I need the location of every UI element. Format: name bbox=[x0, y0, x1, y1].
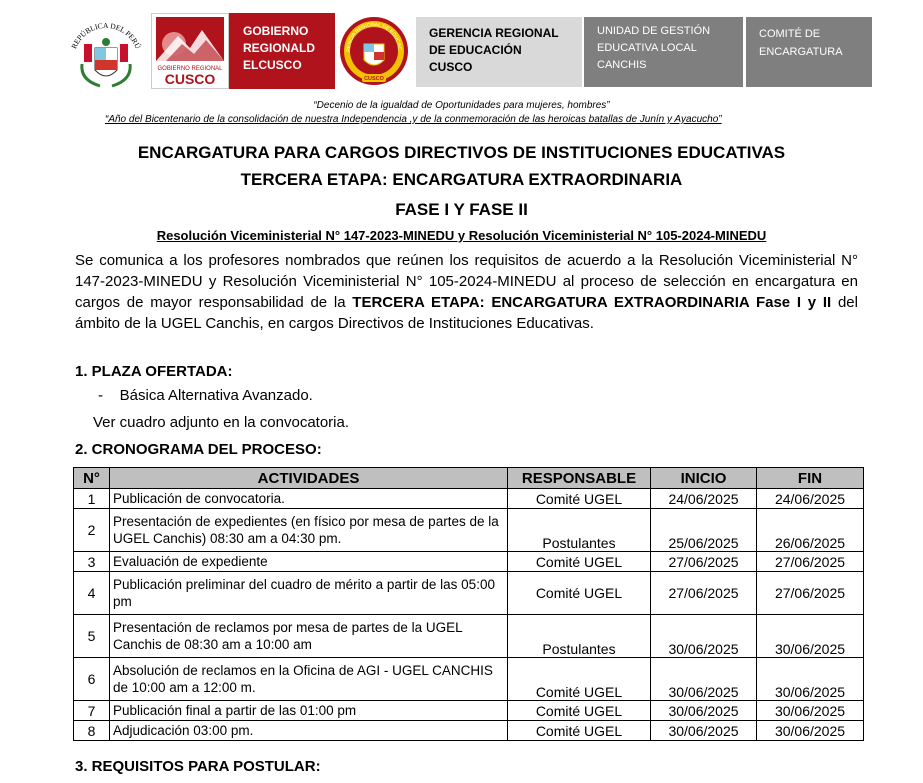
escudo-text: REPÚBLICA DEL PERÚ bbox=[69, 20, 143, 51]
row-num: 4 bbox=[74, 572, 110, 615]
row-responsable: Comité UGEL bbox=[508, 572, 651, 615]
row-responsable: Comité UGEL bbox=[508, 658, 651, 701]
anio-motto: “Año del Bicentenario de la consolidación de nuestra Independencia ,y de la conmemoración de las heroicas batallas de Junín y Ayacucho” bbox=[105, 114, 722, 125]
intro-paragraph bbox=[75, 250, 858, 334]
header-inicio: INICIO bbox=[651, 468, 757, 489]
row-fin: 27/06/2025 bbox=[757, 552, 864, 572]
plaza-note: Ver cuadro adjunto en la convocatoria. bbox=[93, 414, 350, 431]
decenio-motto: “Decenio de la igualdad de Oportunidades para mujeres, hombres” bbox=[313, 100, 610, 111]
comite-label bbox=[746, 17, 872, 87]
table-row bbox=[74, 721, 864, 741]
title-line-3: FASE I Y FASE II bbox=[395, 200, 528, 219]
ugel-label bbox=[584, 17, 743, 87]
row-responsable: Postulantes bbox=[508, 615, 651, 658]
gob-logo-text: GOBIERNO REGIONAL bbox=[157, 66, 223, 72]
row-actividad: Presentación de reclamos por mesa de partes de la UGEL Canchis de 08:30 am a 10:00 am bbox=[110, 615, 508, 658]
gobierno-regional-logo bbox=[151, 13, 229, 89]
comite-line-1: COMITÉ DE bbox=[759, 28, 821, 40]
row-inicio: 27/06/2025 bbox=[651, 572, 757, 615]
row-fin: 30/06/2025 bbox=[757, 701, 864, 721]
row-inicio: 30/06/2025 bbox=[651, 721, 757, 741]
row-actividad: Publicación preliminar del cuadro de mérito a partir de las 05:00 pm bbox=[110, 572, 508, 615]
intro-text-2: del ámbito de la UGEL Canchis, en cargos Directivos de Instituciones Educativas. bbox=[75, 294, 858, 332]
table-row bbox=[74, 615, 864, 658]
gre-seal-city: CUSCO bbox=[364, 76, 384, 82]
table-row bbox=[74, 552, 864, 572]
section-1-title: 1. PLAZA OFERTADA: bbox=[75, 363, 233, 380]
row-inicio: 24/06/2025 bbox=[651, 489, 757, 509]
gre-line-2: DE EDUCACIÓN bbox=[429, 43, 522, 57]
row-fin: 24/06/2025 bbox=[757, 489, 864, 509]
row-responsable: Comité UGEL bbox=[508, 489, 651, 509]
intro-text-1: Se comunica a los profesores nombrados que reúnen los requisitos de acuerdo a la Resolución Viceministerial N° 147-2023-MINEDU y Resolución Viceministerial N° 105-2024-MINEDU al proceso de selección en encargatura en cargos de mayor responsabilidad de la bbox=[75, 252, 858, 311]
header-actividades: ACTIVIDADES bbox=[110, 468, 508, 489]
ugel-line-1: UNIDAD DE GESTIÓN bbox=[597, 25, 711, 37]
row-inicio: 27/06/2025 bbox=[651, 552, 757, 572]
svg-text:REPÚBLICA DEL PERÚ bbox=[69, 21, 143, 51]
section-3-title: 3. REQUISITOS PARA POSTULAR: bbox=[75, 758, 321, 775]
gob-line-3: ELCUSCO bbox=[243, 58, 302, 72]
row-num: 6 bbox=[74, 658, 110, 701]
title-line-2: TERCERA ETAPA: ENCARGATURA EXTRAORDINARIA bbox=[240, 170, 683, 189]
table-row bbox=[74, 509, 864, 552]
row-fin: 26/06/2025 bbox=[757, 509, 864, 552]
table-row bbox=[74, 658, 864, 701]
row-inicio: 30/06/2025 bbox=[651, 658, 757, 701]
row-actividad: Absolución de reclamos en la Oficina de AGI - UGEL CANCHIS de 10:00 am a 12:00 m. bbox=[110, 658, 508, 701]
header-fin: FIN bbox=[757, 468, 864, 489]
table-row bbox=[74, 572, 864, 615]
table-header-row bbox=[74, 468, 864, 489]
row-responsable: Comité UGEL bbox=[508, 701, 651, 721]
row-num: 7 bbox=[74, 701, 110, 721]
table-row bbox=[74, 489, 864, 509]
row-num: 8 bbox=[74, 721, 110, 741]
cronograma-table bbox=[73, 467, 864, 741]
row-actividad: Publicación final a partir de las 01:00 pm bbox=[110, 701, 508, 721]
header-responsable: RESPONSABLE bbox=[508, 468, 651, 489]
row-responsable: Comité UGEL bbox=[508, 552, 651, 572]
gerencia-regional-label bbox=[416, 17, 582, 87]
table-row bbox=[74, 701, 864, 721]
row-num: 2 bbox=[74, 509, 110, 552]
gre-seal-text: RENCIA REGIONAL DE EDUCAC bbox=[345, 21, 403, 52]
gre-line-3: CUSCO bbox=[429, 60, 473, 74]
ugel-line-2: EDUCATIVA LOCAL bbox=[597, 42, 697, 54]
section-2-title: 2. CRONOGRAMA DEL PROCESO: bbox=[75, 441, 322, 458]
gob-logo-city: CUSCO bbox=[164, 71, 216, 87]
resolution-reference: Resolución Viceministerial N° 147-2023-MINEDU y Resolución Viceministerial N° 105-2024-MINEDU bbox=[156, 228, 767, 243]
gob-line-2: REGIONALD bbox=[243, 41, 315, 55]
row-fin: 27/06/2025 bbox=[757, 572, 864, 615]
plaza-bullet: - Básica Alternativa Avanzado. bbox=[98, 387, 313, 404]
intro-bold: TERCERA ETAPA: ENCARGATURA EXTRAORDINARIA Fase I y II bbox=[352, 294, 832, 311]
row-num: 1 bbox=[74, 489, 110, 509]
row-fin: 30/06/2025 bbox=[757, 615, 864, 658]
gre-line-1: GERENCIA REGIONAL bbox=[429, 26, 559, 40]
row-inicio: 25/06/2025 bbox=[651, 509, 757, 552]
gre-cusco-seal-logo bbox=[338, 14, 410, 88]
row-actividad: Presentación de expedientes (en físico por mesa de partes de la UGEL Canchis) 08:30 am a 04:30 pm. bbox=[110, 509, 508, 552]
row-actividad: Evaluación de expediente bbox=[110, 552, 508, 572]
row-inicio: 30/06/2025 bbox=[651, 615, 757, 658]
ugel-line-3: CANCHIS bbox=[597, 59, 647, 71]
comite-line-2: ENCARGATURA bbox=[759, 46, 843, 58]
header-num: N° bbox=[74, 468, 110, 489]
title-line-1: ENCARGATURA PARA CARGOS DIRECTIVOS DE INSTITUCIONES EDUCATIVAS bbox=[137, 143, 786, 162]
gobierno-regional-label bbox=[229, 13, 335, 89]
row-num: 3 bbox=[74, 552, 110, 572]
row-responsable: Comité UGEL bbox=[508, 721, 651, 741]
row-inicio: 30/06/2025 bbox=[651, 701, 757, 721]
peru-coat-of-arms-logo bbox=[62, 14, 150, 90]
gob-line-1: GOBIERNO bbox=[243, 24, 309, 38]
row-responsable: Postulantes bbox=[508, 509, 651, 552]
row-actividad: Publicación de convocatoria. bbox=[110, 489, 508, 509]
row-fin: 30/06/2025 bbox=[757, 721, 864, 741]
row-fin: 30/06/2025 bbox=[757, 658, 864, 701]
row-actividad: Adjudicación 03:00 pm. bbox=[110, 721, 508, 741]
row-num: 5 bbox=[74, 615, 110, 658]
